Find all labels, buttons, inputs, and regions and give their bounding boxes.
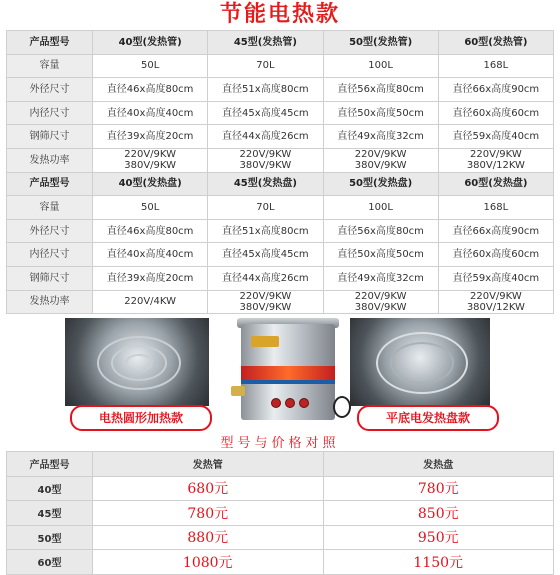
table-row xyxy=(7,148,554,172)
table-cell: 168L xyxy=(438,54,553,78)
table-row xyxy=(7,476,554,501)
row-label: 发热功率 xyxy=(7,148,93,172)
table-cell: 直径40x高度40cm xyxy=(93,101,208,125)
table-header-row xyxy=(7,172,554,196)
column-header: 40型(发热盘) xyxy=(93,172,208,196)
table-cell: 70L xyxy=(208,54,323,78)
tube-price: 880元 xyxy=(93,525,324,550)
table-cell: 直径49x高度32cm xyxy=(323,125,438,149)
table-cell: 220V/9KW 380V/9KW xyxy=(323,290,438,314)
tube-price: 780元 xyxy=(93,501,324,526)
row-label: 钢筛尺寸 xyxy=(7,125,93,149)
table-cell: 直径46x高度80cm xyxy=(93,219,208,243)
table-cell: 直径66x高度90cm xyxy=(438,78,553,102)
table-cell: 直径56x高度80cm xyxy=(323,219,438,243)
row-label: 容量 xyxy=(7,54,93,78)
brand-badge xyxy=(251,336,279,347)
table-cell: 50L xyxy=(93,54,208,78)
table-cell: 直径49x高度32cm xyxy=(323,266,438,290)
model-label: 50型 xyxy=(7,525,93,550)
table-header-row xyxy=(7,31,554,55)
row-label: 钢筛尺寸 xyxy=(7,266,93,290)
caption-tube-heating: 电热圆形加热款 xyxy=(70,405,212,431)
tube-heater-photo xyxy=(65,318,209,406)
column-header: 发热盘 xyxy=(323,452,554,477)
table-cell: 220V/4KW xyxy=(93,290,208,314)
table-cell: 直径39x高度20cm xyxy=(93,266,208,290)
table-cell: 70L xyxy=(208,196,323,220)
column-header: 产品型号 xyxy=(7,452,93,477)
table-cell: 168L xyxy=(438,196,553,220)
model-label: 45型 xyxy=(7,501,93,526)
row-label: 内径尺寸 xyxy=(7,101,93,125)
table-cell: 100L xyxy=(323,196,438,220)
column-header: 45型(发热管) xyxy=(208,31,323,55)
table-row xyxy=(7,219,554,243)
table-cell: 220V/9KW 380V/9KW xyxy=(93,148,208,172)
page-title: 节能电热款 xyxy=(219,1,340,27)
spec-table xyxy=(6,30,554,314)
table-row xyxy=(7,196,554,220)
tube-price: 680元 xyxy=(93,476,324,501)
table-cell: 220V/9KW 380V/9KW xyxy=(208,148,323,172)
column-header: 50型(发热管) xyxy=(323,31,438,55)
row-label: 容量 xyxy=(7,196,93,220)
table-cell: 直径59x高度40cm xyxy=(438,125,553,149)
column-header: 45型(发热盘) xyxy=(208,172,323,196)
table-cell: 220V/9KW 380V/12KW xyxy=(438,148,553,172)
table-cell: 直径56x高度80cm xyxy=(323,78,438,102)
table-cell: 直径59x高度40cm xyxy=(438,266,553,290)
model-label: 40型 xyxy=(7,476,93,501)
table-row xyxy=(7,550,554,575)
table-row xyxy=(7,125,554,149)
caption-plate-heating: 平底电发热盘款 xyxy=(357,405,499,431)
table-cell: 直径50x高度50cm xyxy=(323,101,438,125)
table-cell: 直径60x高度60cm xyxy=(438,101,553,125)
row-label: 外径尺寸 xyxy=(7,78,93,102)
table-cell: 220V/9KW 380V/12KW xyxy=(438,290,553,314)
table-cell: 直径51x高度80cm xyxy=(208,78,323,102)
row-label: 外径尺寸 xyxy=(7,219,93,243)
table-row xyxy=(7,525,554,550)
column-header: 产品型号 xyxy=(7,172,93,196)
table-cell: 直径46x高度80cm xyxy=(93,78,208,102)
power-cord-icon xyxy=(333,396,351,418)
plate-price: 850元 xyxy=(323,501,554,526)
row-label: 发热功率 xyxy=(7,290,93,314)
column-header: 发热管 xyxy=(93,452,324,477)
table-cell: 220V/9KW 380V/9KW xyxy=(208,290,323,314)
row-label: 内径尺寸 xyxy=(7,243,93,267)
column-header: 50型(发热盘) xyxy=(323,172,438,196)
table-cell: 50L xyxy=(93,196,208,220)
model-label: 60型 xyxy=(7,550,93,575)
table-row xyxy=(7,266,554,290)
column-header: 产品型号 xyxy=(7,31,93,55)
tap-icon xyxy=(231,386,245,396)
price-section-title: 型号与价格对照 xyxy=(220,436,340,451)
table-row xyxy=(7,243,554,267)
plate-price: 1150元 xyxy=(323,550,554,575)
table-cell: 220V/9KW 380V/9KW xyxy=(323,148,438,172)
table-cell: 直径44x高度26cm xyxy=(208,125,323,149)
column-header: 60型(发热盘) xyxy=(438,172,553,196)
table-row xyxy=(7,54,554,78)
table-row xyxy=(7,501,554,526)
table-cell: 直径45x高度45cm xyxy=(208,243,323,267)
price-table xyxy=(6,451,554,575)
table-cell: 100L xyxy=(323,54,438,78)
table-row xyxy=(7,78,554,102)
column-header: 60型(发热管) xyxy=(438,31,553,55)
product-images xyxy=(0,309,560,429)
table-cell: 直径40x高度40cm xyxy=(93,243,208,267)
plate-price: 780元 xyxy=(323,476,554,501)
table-cell: 直径44x高度26cm xyxy=(208,266,323,290)
table-cell: 直径66x高度90cm xyxy=(438,219,553,243)
tube-price: 1080元 xyxy=(93,550,324,575)
table-cell: 直径60x高度60cm xyxy=(438,243,553,267)
table-cell: 直径51x高度80cm xyxy=(208,219,323,243)
steamer-pot-photo xyxy=(229,314,347,426)
table-row xyxy=(7,101,554,125)
table-cell: 直径45x高度45cm xyxy=(208,101,323,125)
column-header: 40型(发热管) xyxy=(93,31,208,55)
table-header-row xyxy=(7,452,554,477)
plate-price: 950元 xyxy=(323,525,554,550)
table-cell: 直径39x高度20cm xyxy=(93,125,208,149)
plate-heater-photo xyxy=(350,318,490,406)
table-cell: 直径50x高度50cm xyxy=(323,243,438,267)
